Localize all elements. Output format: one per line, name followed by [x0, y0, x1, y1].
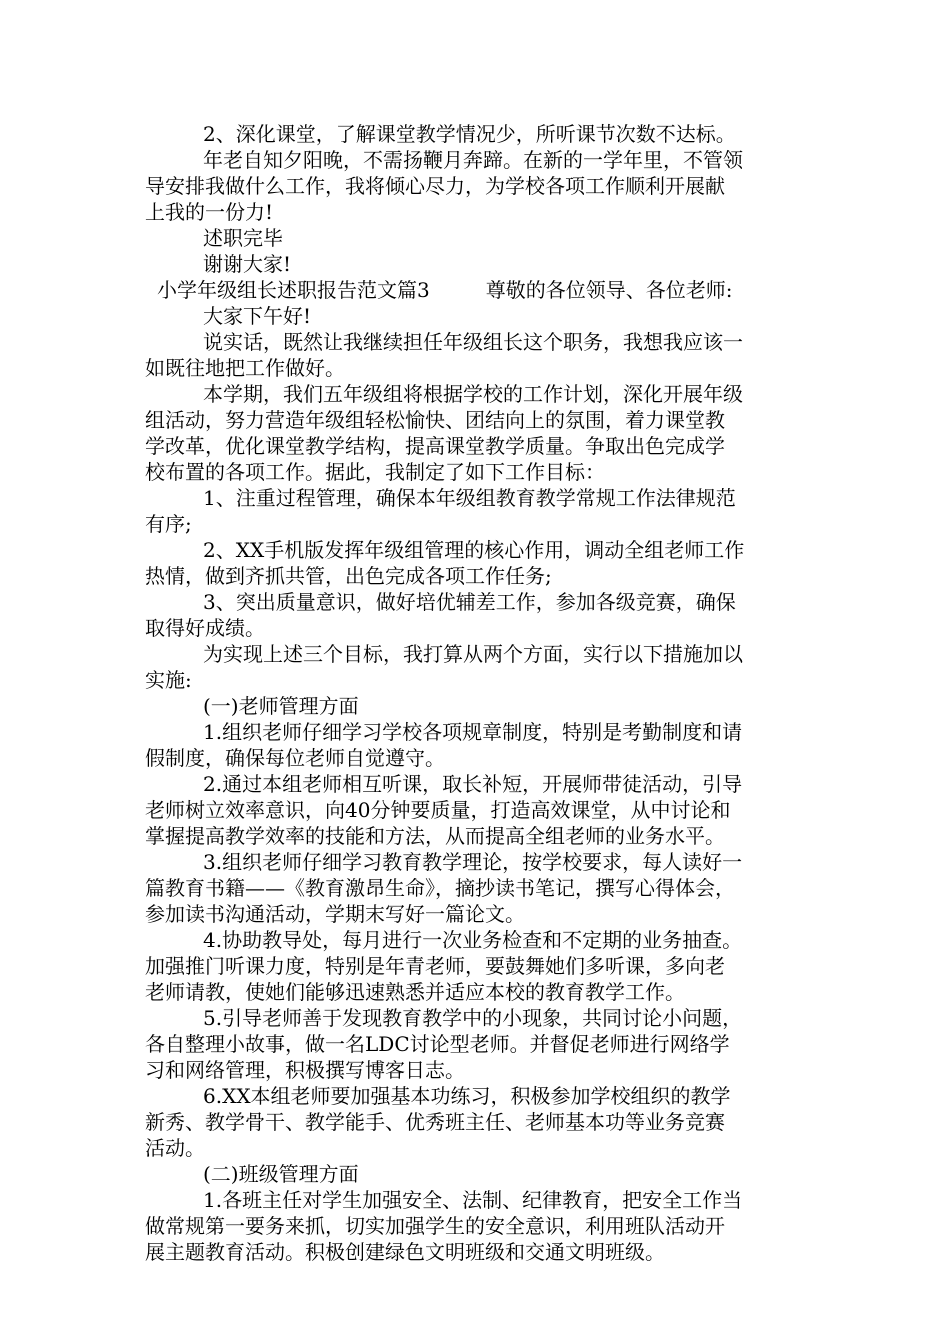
text-line: 5.引导老师善于发现教育教学中的小现象，共同讨论小问题，	[203, 1006, 743, 1030]
text-line: 导安排我做什么工作，我将倾心尽力，为学校各项工作顺利开展献	[145, 174, 725, 198]
text-line: 参加读书沟通活动，学期末写好一篇论文。	[145, 902, 525, 926]
text-line: 篇教育书籍——《教育激昂生命》，摘抄读书笔记，撰写心得体会，	[145, 876, 735, 900]
section-title: 小学年级组长述职报告范文篇3	[157, 278, 430, 302]
text-line: 掌握提高教学效率的技能和方法，从而提高全组老师的业务水平。	[145, 824, 725, 848]
text-line: 2、XX手机版发挥年级组管理的核心作用，调动全组老师工作	[203, 538, 745, 562]
text-line: 1.组织老师仔细学习学校各项规章制度，特别是考勤制度和请	[203, 720, 743, 744]
text-line: 上我的一份力!	[145, 200, 274, 224]
text-line: (二)班级管理方面	[203, 1162, 359, 1186]
text-line: 大家下午好!	[203, 304, 312, 328]
text-line: 说实话，既然让我继续担任年级组长这个职务，我想我应该一	[203, 330, 743, 354]
text-line: 加强推门听课力度，特别是年青老师，要鼓舞她们多听课，多向老	[145, 954, 725, 978]
text-line: 谢谢大家!	[203, 252, 292, 276]
text-line: 各自整理小故事，做一名LDC讨论型老师。并督促老师进行网络学	[145, 1032, 730, 1056]
text-line: 组活动，努力营造年级组轻松愉快、团结向上的氛围，着力课堂教	[145, 408, 725, 432]
text-line: 取得好成绩。	[145, 616, 265, 640]
text-line: (一)老师管理方面	[203, 694, 359, 718]
text-line: 1、注重过程管理，确保本年级组教育教学常规工作法律规范	[203, 486, 736, 510]
text-line: 习和网络管理，积极撰写博客日志。	[145, 1058, 465, 1082]
text-line: 2、深化课堂，了解课堂教学情况少，所听课节次数不达标。	[203, 122, 736, 146]
text-line: 学改革，优化课堂教学结构，提高课堂教学质量。争取出色完成学	[145, 434, 725, 458]
salutation: 尊敬的各位领导、各位老师:	[485, 278, 733, 302]
text-line: 有序;	[145, 512, 192, 536]
text-line: 实施:	[145, 668, 192, 692]
text-line: 做常规第一要务来抓，切实加强学生的安全意识，利用班队活动开	[145, 1214, 725, 1238]
text-line: 展主题教育活动。积极创建绿色文明班级和交通文明班级。	[145, 1240, 665, 1264]
text-line: 6.XX本组老师要加强基本功练习，积极参加学校组织的教学	[203, 1084, 731, 1108]
text-line: 新秀、教学骨干、教学能手、优秀班主任、老师基本功等业务竞赛	[145, 1110, 725, 1134]
text-line: 活动。	[145, 1136, 205, 1160]
text-line: 年老自知夕阳晚，不需扬鞭月奔蹄。在新的一学年里，不管领	[203, 148, 743, 172]
text-line: 老师树立效率意识，向40分钟要质量，打造高效课堂，从中讨论和	[145, 798, 731, 822]
text-line: 为实现上述三个目标，我打算从两个方面，实行以下措施加以	[203, 642, 743, 666]
text-line: 如既往地把工作做好。	[145, 356, 345, 380]
section-heading	[145, 277, 810, 303]
text-line: 本学期，我们五年级组将根据学校的工作计划，深化开展年级	[203, 382, 743, 406]
text-line: 3.组织老师仔细学习教育教学理论，按学校要求，每人读好一	[203, 850, 743, 874]
text-line: 2.通过本组老师相互听课，取长补短，开展师带徒活动，引导	[203, 772, 743, 796]
text-line: 热情，做到齐抓共管，出色完成各项工作任务;	[145, 564, 552, 588]
text-line: 1.各班主任对学生加强安全、法制、纪律教育，把安全工作当	[203, 1188, 743, 1212]
text-line: 老师请教，使她们能够迅速熟悉并适应本校的教育教学工作。	[145, 980, 685, 1004]
text-line: 校布置的各项工作。据此，我制定了如下工作目标：	[145, 460, 605, 484]
document-body	[145, 121, 810, 1265]
text-line: 3、突出质量意识，做好培优辅差工作，参加各级竞赛，确保	[203, 590, 736, 614]
text-line: 4.协助教导处，每月进行一次业务检查和不定期的业务抽查。	[203, 928, 743, 952]
text-line: 假制度，确保每位老师自觉遵守。	[145, 746, 445, 770]
text-line: 述职完毕	[203, 226, 283, 250]
